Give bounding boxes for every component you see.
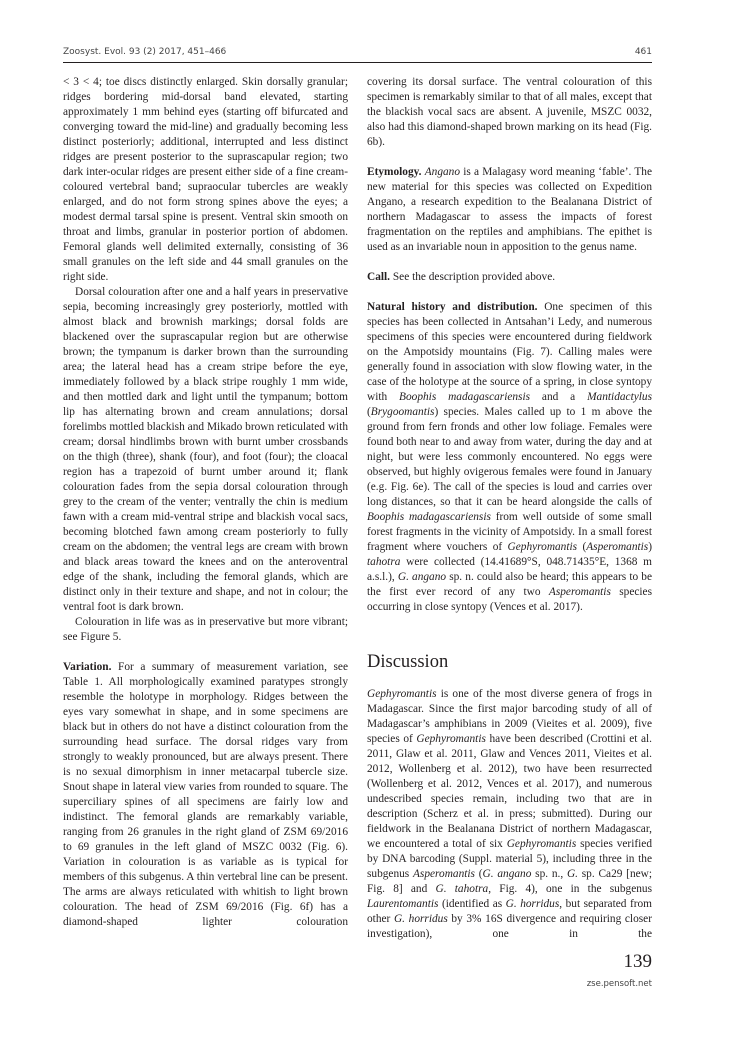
italic-term: Gephyromantis bbox=[367, 688, 437, 700]
paragraph-heading: Etymology. bbox=[367, 166, 422, 178]
italic-term: G. horridus bbox=[505, 898, 560, 910]
text-run: , Fig. 4), one in the subgenus bbox=[488, 883, 652, 895]
text-run: species occurring in close syntopy (Vences et al. 2017). bbox=[367, 586, 652, 613]
text-run: ( bbox=[474, 868, 483, 880]
italic-term: Asperomantis bbox=[548, 586, 611, 598]
text-run: Dorsal colouration after one and a half years in preservative sepia, becoming increasingly grey posteriorly, mottled with almost black and brownish markings; dorsal folds are blackened over the suprascapular region but are otherwise brown; the tympanum is darker brown than the surrounding area; the lateral head has a cream stripe before the eye, immediately followed by a black stripe roughly 1 mm wide, and then mottled dark and light until the tympanum; bottom lip has alternating brown and cream annulations; dorsal forelimbs mottled blackish and Mikado brown reticulated with cream; dorsal hindlimbs brown with burnt umber crossbands on the thigh (three), shank (four), and foot (four); the cloacal region has a trapezoid of burnt umber around it; flank colouration fades from the sepia dorsal colouration through grey to the cream of the venter; ventrally the chin is medium fawn with a cream mid-ventral stripe and blackish vocal sacs, becoming blotched fawn among cream posteriorly to fully cream on the abdomen; the ventral legs are cream with brown and black areas toward the knees and on the anteroventral edge of the shank, including the femoral glands, which are distinct only in their texture and shape, and not in colour; the ventral foot is dark brown. bbox=[63, 286, 348, 613]
text-run: is one of the most diverse genera of frogs in Madagascar. Since the first major barcoding study of all of Madagascar’s amphibians in 2009 (Vieites et al. 2009), five species of bbox=[367, 688, 652, 745]
italic-term: Gephyromantis bbox=[416, 733, 486, 745]
italic-term: G. angano bbox=[397, 571, 447, 583]
italic-term: Gephyromantis bbox=[506, 838, 577, 850]
text-run: < 3 < 4; toe discs distinctly enlarged. Skin dorsally granular; ridges bordering mid-dorsal band elevated, starting approximately 1 mm behind eyes (starting off bifurcated and converging toward the mid-line) and gradually becoming less distinct posteriorly; additional, interrupted and less distinct ridges are present posterior to the suprascapular region; two dark inter-ocular ridges are present either side of a fine cream-coloured vertebral band; supraocular tubercles are weakly enlarged, and do not form strong spines above the eyes; a modest dermal tarsal spine is present. Ventral skin smooth on throat and limbs, granular in posterior portion of abdomen. Femoral glands well delimited externally, consisting of 36 small granules on the left side and 44 small granules on the right side. bbox=[63, 76, 348, 283]
section-heading-discussion: Discussion bbox=[367, 652, 449, 672]
text-run: sp. n., bbox=[531, 868, 567, 880]
paragraph-heading: Call. bbox=[367, 271, 391, 283]
text-run: For a summary of measurement variation, see Table 1. All morphologically examined paratypes strongly resemble the holotype in morphology. Ridges between the eyes vary somewhat in shape, and in some specimens are black but in others do not have a distinct colouration from the surrounding head surface. The dorsal ridges vary from strongly to weakly pronounced, but are always present. There is no sexual dimorphism in inner metacarpal tubercle size. Snout shape in lateral view varies from rounded to square. The superciliary spines of all specimens are fairly low and indistinct. The femoral glands are remarkably variable, ranging from 26 granules in the right gland of ZSM 69/2016 to 69 granules in the left gland of MSZC 0032 (Fig. 6). Variation in colouration is as variable as is typical for members of this subgenus. A thin vertebral line can be present. The arms are always reticulated with whitish to light brown colouration. The head of ZSM 69/2016 (Fig. 6f) has a diamond-shaped lighter colouration bbox=[63, 661, 348, 928]
left-column bbox=[63, 75, 348, 930]
italic-term: tahotra bbox=[367, 556, 401, 568]
paragraph bbox=[367, 165, 652, 255]
footer-website: zse.pensoft.net bbox=[586, 979, 652, 989]
text-run: have been described (Crottini et al. 2011, Glaw et al. 2011, Glaw and Vences 2011, Vieites et al. 2012, Wollenberg et al. 2012), two have been resurrected (Wollenberg et al. 2012, Vences et al. 2017), and numerous undescribed species remain, including two that are in description (Scherz et al. in press; submitted). During our fieldwork in the Bealanana District of northern Madagascar, we encountered a total of six bbox=[367, 733, 652, 850]
paragraph-heading: Natural history and distribution. bbox=[367, 301, 538, 313]
italic-term: Boophis madagascariensis bbox=[367, 511, 491, 523]
italic-term: Laurentomantis bbox=[367, 898, 439, 910]
paragraph bbox=[63, 285, 348, 615]
italic-term: Asperomantis bbox=[586, 541, 649, 553]
italic-term: G. angano bbox=[482, 868, 532, 880]
paragraph bbox=[63, 75, 348, 285]
text-run: species verified by DNA barcoding (Suppl. material 5), including three in the subgenus bbox=[367, 838, 653, 880]
italic-term: G. tahotra bbox=[435, 883, 489, 895]
text-run: One specimen of this species has been collected in Antsahan’i Ledy, and numerous specimens of this species were encountered during fieldwork on the Ampotsidy mountains (Fig. 7). Calling males were generally found in association with slow flowing water, in the case of the holotype at the source of a spring, in close syntopy with bbox=[367, 301, 652, 403]
text-run: ( bbox=[577, 541, 587, 553]
right-column bbox=[367, 75, 652, 615]
text-run: See the description provided above. bbox=[390, 271, 556, 283]
paragraph bbox=[367, 300, 652, 615]
text-run: ) bbox=[648, 541, 652, 553]
text-run: and a bbox=[530, 391, 588, 403]
paragraph bbox=[367, 687, 652, 942]
paragraph-heading: Variation. bbox=[63, 661, 112, 673]
italic-term: G. horridus bbox=[393, 913, 448, 925]
discussion-body bbox=[367, 687, 652, 942]
text-run: , but separated from other bbox=[367, 898, 653, 925]
paragraph bbox=[367, 270, 652, 285]
text-run: ) species. Males called up to 1 m above the ground from fern fronds and other low foliage. Females were found both near to and away from water, during the day and at night, but were less commonly encountered. No eggs were observed, but highly ovigerous females were found in January (e.g. Fig. 6e). The call of the species is loud and carries over long distances, so that it can be heard alongside the calls of bbox=[367, 406, 652, 508]
paragraph bbox=[63, 660, 348, 930]
paragraph bbox=[367, 75, 652, 150]
paragraph bbox=[63, 615, 348, 645]
text-run: were collected (14.41689°S, 048.71435°E, 1368 m a.s.l.), bbox=[367, 556, 652, 583]
header-rule bbox=[63, 62, 652, 63]
italic-term: Gephyromantis bbox=[507, 541, 578, 553]
italic-term: Mantidactylus bbox=[587, 391, 652, 403]
italic-term: G. bbox=[566, 868, 578, 880]
text-run: covering its dorsal surface. The ventral colouration of this specimen is remarkably similar to that of all males, except that the blackish vocal sacs are absent. A juvenile, MSZC 0032, also had this diamond-shaped brown marking on its head (Fig. 6b). bbox=[367, 76, 652, 148]
text-run: sp. n. could also be heard; this appears to be the first ever record of any two bbox=[367, 571, 652, 598]
text-run: sp. Ca29 [new; Fig. 8] and bbox=[367, 868, 653, 895]
text-run: Colouration in life was as in preservative but more vibrant; see Figure 5. bbox=[63, 616, 348, 643]
text-run: by 3% 16S divergence and requiring closer investigation), one in the bbox=[367, 913, 652, 940]
text-run: (identified as bbox=[438, 898, 506, 910]
folio-number: 139 bbox=[623, 951, 652, 972]
running-header-journal: Zoosyst. Evol. 93 (2) 2017, 451–466 bbox=[63, 47, 227, 57]
italic-term: Brygoomantis bbox=[370, 406, 435, 418]
italic-term: Angano bbox=[424, 166, 461, 178]
text-run: ( bbox=[367, 406, 371, 418]
text-run: is a Malagasy word meaning ‘fable’. The new material for this species was collected on Expedition Angano, a research expedition to the Bealanana District of northern Madagascar to assess the impacts of forest fragmentation on the reptiles and amphibians. The epithet is used as an invariable noun in apposition to the genus name. bbox=[367, 166, 652, 253]
italic-term: Boophis madagascariensis bbox=[399, 391, 531, 403]
text-run: from well outside of some small forest fragments in the vicinity of Ampotsidy. In a small forest fragment where vouchers of bbox=[367, 511, 652, 553]
italic-term: Asperomantis bbox=[413, 868, 475, 880]
running-header-page-number: 461 bbox=[634, 47, 652, 57]
